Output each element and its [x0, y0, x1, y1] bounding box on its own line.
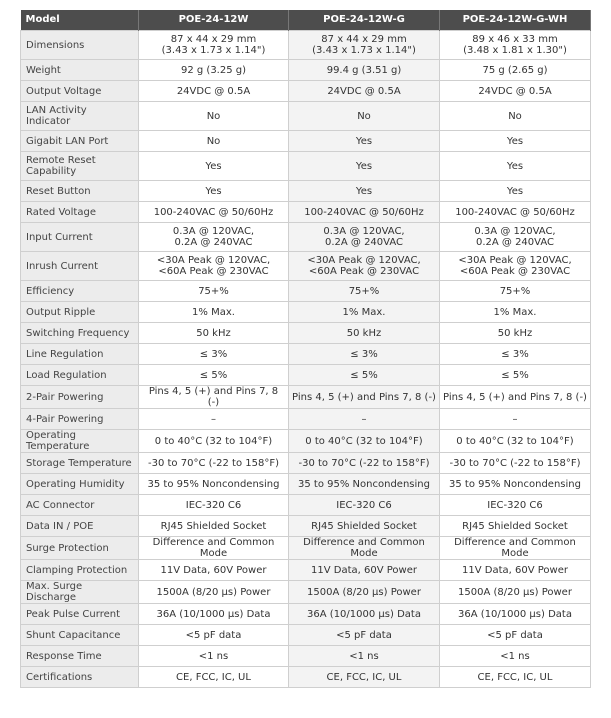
value-cell [139, 252, 289, 281]
value-cell [139, 365, 289, 386]
value-line: – [512, 413, 518, 425]
value-line: Yes [355, 185, 373, 197]
table-row [21, 131, 591, 152]
value-cell [289, 31, 440, 60]
value-cell [289, 223, 440, 252]
table-row [21, 581, 591, 604]
value-cell [440, 625, 591, 646]
value-cell [289, 181, 440, 202]
row-label [21, 302, 139, 323]
value-line: ≤ 3% [199, 348, 228, 360]
value-cell [440, 453, 591, 474]
row-label-line: Shunt Capacitance [26, 629, 121, 641]
value-cell [440, 409, 591, 430]
value-line: 75+% [348, 285, 380, 297]
value-cell [440, 365, 591, 386]
value-cell [139, 344, 289, 365]
table-row [21, 409, 591, 430]
value-line: 0 to 40°C (32 to 104°F) [154, 435, 273, 447]
value-cell [139, 302, 289, 323]
row-label [21, 409, 139, 430]
value-cell [440, 495, 591, 516]
value-line: 11V Data, 60V Power [311, 564, 417, 576]
value-line: <1 ns [500, 650, 530, 662]
value-cell [440, 102, 591, 131]
value-line: Pins 4, 5 (+) and Pins 7, 8 (-) [148, 386, 279, 408]
row-label-line: Line Regulation [26, 348, 104, 360]
value-cell [440, 646, 591, 667]
value-line: 1500A (8/20 µs) Power [156, 586, 271, 598]
row-label [21, 281, 139, 302]
value-line: <30A Peak @ 120VAC, [156, 255, 271, 266]
row-label [21, 560, 139, 581]
value-cell [440, 281, 591, 302]
row-label-line: Input Current [26, 231, 93, 243]
value-cell [139, 386, 289, 409]
table-row [21, 60, 591, 81]
value-cell [440, 223, 591, 252]
header-poe-24-12w-g: POE-24-12W-G [289, 10, 440, 31]
value-line: 11V Data, 60V Power [462, 564, 568, 576]
row-label [21, 604, 139, 625]
row-label [21, 31, 139, 60]
row-label-line: Indicator [26, 116, 71, 127]
value-cell [289, 453, 440, 474]
value-line: 0.3A @ 120VAC, [172, 226, 255, 237]
row-label [21, 152, 139, 181]
row-label-line: Switching Frequency [26, 327, 130, 339]
spec-table [20, 10, 591, 688]
table-row [21, 152, 591, 181]
value-line: Pins 4, 5 (+) and Pins 7, 8 (-) [292, 391, 436, 403]
value-line: 1% Max. [493, 306, 537, 318]
value-line: 75 g (2.65 g) [482, 64, 548, 76]
value-line: 75+% [499, 285, 531, 297]
value-line: 0.2A @ 240VAC [324, 237, 404, 248]
value-line: ≤ 5% [199, 369, 228, 381]
value-line: No [357, 110, 371, 122]
value-line: <30A Peak @ 120VAC, [307, 255, 421, 266]
value-cell [440, 386, 591, 409]
value-cell [289, 102, 440, 131]
value-cell [139, 581, 289, 604]
value-cell [440, 474, 591, 495]
value-cell [289, 625, 440, 646]
value-cell [139, 625, 289, 646]
value-line: No [206, 135, 221, 147]
value-line: 50 kHz [196, 327, 231, 339]
row-label [21, 667, 139, 688]
value-line: 1500A (8/20 µs) Power [458, 586, 572, 598]
table-row [21, 281, 591, 302]
row-label [21, 223, 139, 252]
row-label-line: Capability [26, 166, 77, 177]
value-line: Yes [355, 160, 373, 172]
table-row [21, 474, 591, 495]
value-line: 92 g (3.25 g) [180, 64, 247, 76]
value-cell [440, 152, 591, 181]
value-line: 0.2A @ 240VAC [475, 237, 555, 248]
row-label [21, 430, 139, 453]
table-row [21, 365, 591, 386]
value-cell [139, 202, 289, 223]
value-cell [139, 152, 289, 181]
value-line: 0 to 40°C (32 to 104°F) [305, 435, 423, 447]
value-line: ≤ 5% [501, 369, 529, 381]
row-label [21, 474, 139, 495]
value-cell [440, 667, 591, 688]
row-label-line: Efficiency [26, 285, 75, 297]
value-cell [289, 560, 440, 581]
row-label [21, 453, 139, 474]
value-cell [139, 495, 289, 516]
value-line: 0 to 40°C (32 to 104°F) [456, 435, 574, 447]
value-line: ≤ 5% [350, 369, 378, 381]
value-cell [289, 302, 440, 323]
value-line: Yes [506, 135, 524, 147]
value-cell [289, 474, 440, 495]
row-label [21, 102, 139, 131]
value-cell [440, 516, 591, 537]
row-label [21, 60, 139, 81]
value-line: 35 to 95% Noncondensing [298, 478, 430, 490]
value-line: 36A (10/1000 µs) Data [458, 608, 572, 620]
row-label [21, 344, 139, 365]
value-cell [139, 667, 289, 688]
row-label-line: Surge Protection [26, 542, 109, 554]
table-row [21, 495, 591, 516]
value-line: Yes [506, 160, 524, 172]
table-row [21, 430, 591, 453]
value-cell [289, 604, 440, 625]
row-label-line: Storage Temperature [26, 457, 132, 469]
value-cell [289, 537, 440, 560]
value-line: 36A (10/1000 µs) Data [307, 608, 421, 620]
row-label [21, 202, 139, 223]
value-line: RJ45 Shielded Socket [462, 520, 568, 532]
value-line: (3.48 x 1.81 x 1.30") [463, 45, 567, 56]
row-label-line: Operating Humidity [26, 478, 125, 490]
value-line: 35 to 95% Noncondensing [449, 478, 581, 490]
value-cell [440, 252, 591, 281]
value-line: <60A Peak @ 230VAC [308, 266, 420, 277]
value-line: IEC-320 C6 [185, 499, 242, 511]
value-line: 87 x 44 x 29 mm [170, 34, 257, 45]
value-cell [139, 60, 289, 81]
value-line: 24VDC @ 0.5A [327, 85, 401, 97]
value-cell [440, 131, 591, 152]
value-cell [440, 344, 591, 365]
row-label-line: AC Connector [26, 499, 95, 511]
value-line: <5 pF data [487, 629, 543, 641]
value-line: RJ45 Shielded Socket [160, 520, 267, 532]
row-label-line: Operating Temperature [26, 430, 90, 452]
value-cell [139, 81, 289, 102]
value-line: 100-240VAC @ 50/60Hz [153, 206, 274, 218]
value-cell [139, 646, 289, 667]
row-label [21, 581, 139, 604]
value-line: 35 to 95% Noncondensing [147, 478, 280, 490]
value-line: 0.2A @ 240VAC [174, 237, 253, 248]
value-cell [139, 409, 289, 430]
value-cell [440, 181, 591, 202]
value-cell [289, 516, 440, 537]
value-line: <5 pF data [336, 629, 392, 641]
row-label-line: Max. Surge Discharge [26, 581, 83, 603]
value-line: ≤ 3% [350, 348, 378, 360]
value-line: No [508, 110, 522, 122]
header-model: Model [21, 10, 139, 31]
row-label [21, 386, 139, 409]
value-line: 36A (10/1000 µs) Data [156, 608, 271, 620]
row-label-line: Clamping Protection [26, 564, 128, 576]
row-label-line: Dimensions [26, 39, 85, 51]
table-row [21, 31, 591, 60]
value-line: <60A Peak @ 230VAC [158, 266, 269, 277]
value-cell [289, 344, 440, 365]
header-poe-24-12w-g-wh: POE-24-12W-G-WH [440, 10, 591, 31]
table-row [21, 625, 591, 646]
value-cell [139, 102, 289, 131]
table-row [21, 667, 591, 688]
value-cell [139, 223, 289, 252]
value-cell [289, 252, 440, 281]
table-row [21, 302, 591, 323]
table-row [21, 386, 591, 409]
value-cell [440, 202, 591, 223]
row-label [21, 365, 139, 386]
table-row [21, 181, 591, 202]
row-label-line: Certifications [26, 671, 93, 683]
value-line: 0.3A @ 120VAC, [323, 226, 405, 237]
row-label-line: 2-Pair Powering [26, 391, 104, 403]
value-line: -30 to 70°C (-22 to 158°F) [148, 457, 279, 469]
table-row [21, 344, 591, 365]
row-label [21, 625, 139, 646]
row-label [21, 495, 139, 516]
value-line: CE, FCC, IC, UL [326, 671, 402, 683]
row-label-line: Reset Button [26, 185, 91, 197]
value-cell [139, 453, 289, 474]
value-cell [289, 60, 440, 81]
value-line: IEC-320 C6 [336, 499, 392, 511]
value-line: <60A Peak @ 230VAC [459, 266, 571, 277]
value-cell [440, 560, 591, 581]
table-row [21, 646, 591, 667]
table-row [21, 516, 591, 537]
value-line: 0.3A @ 120VAC, [474, 226, 556, 237]
value-line: 50 kHz [346, 327, 382, 339]
row-label-line: 4-Pair Powering [26, 413, 104, 425]
value-cell [289, 667, 440, 688]
value-line: -30 to 70°C (-22 to 158°F) [449, 457, 581, 469]
row-label-line: Remote Reset [26, 155, 96, 166]
row-label [21, 323, 139, 344]
value-line: 1% Max. [192, 306, 235, 318]
row-label-line: Data IN / POE [26, 520, 94, 532]
value-line: <5 pF data [185, 629, 242, 641]
row-label [21, 537, 139, 560]
value-line: Yes [506, 185, 524, 197]
value-cell [139, 131, 289, 152]
value-line: 1% Max. [342, 306, 386, 318]
value-line: ≤ 3% [501, 348, 529, 360]
value-cell [139, 604, 289, 625]
spec-table-body [21, 31, 591, 688]
table-row [21, 453, 591, 474]
row-label-line: Output Voltage [26, 85, 102, 97]
value-cell [139, 516, 289, 537]
value-cell [139, 560, 289, 581]
value-cell [289, 646, 440, 667]
value-cell [440, 81, 591, 102]
value-line: <30A Peak @ 120VAC, [458, 255, 572, 266]
row-label [21, 252, 139, 281]
table-row [21, 81, 591, 102]
value-line: – [211, 413, 216, 425]
row-label-line: Output Ripple [26, 306, 96, 318]
value-line: 87 x 44 x 29 mm [321, 34, 407, 45]
value-line: No [206, 110, 221, 122]
value-line: CE, FCC, IC, UL [176, 671, 251, 683]
row-label-line: Peak Pulse Current [26, 608, 120, 620]
row-label [21, 131, 139, 152]
table-row [21, 223, 591, 252]
value-cell [289, 365, 440, 386]
value-cell [289, 323, 440, 344]
value-line: <1 ns [349, 650, 379, 662]
value-cell [139, 474, 289, 495]
value-line: 89 x 46 x 33 mm [472, 34, 558, 45]
row-label-line: Weight [26, 64, 61, 76]
value-cell [440, 323, 591, 344]
table-header-row [21, 10, 591, 31]
row-label [21, 516, 139, 537]
value-cell [139, 281, 289, 302]
row-label-line: Response Time [26, 650, 102, 662]
row-label-line: Rated Voltage [26, 206, 96, 218]
value-cell [139, 430, 289, 453]
table-row [21, 202, 591, 223]
table-row [21, 102, 591, 131]
row-label [21, 81, 139, 102]
value-line: 24VDC @ 0.5A [176, 85, 251, 97]
value-cell [139, 537, 289, 560]
table-row [21, 560, 591, 581]
value-line: Yes [205, 160, 222, 172]
value-cell [440, 302, 591, 323]
value-line: CE, FCC, IC, UL [477, 671, 553, 683]
table-row [21, 537, 591, 560]
value-cell [289, 202, 440, 223]
row-label-line: LAN Activity [26, 105, 87, 116]
value-line: RJ45 Shielded Socket [311, 520, 417, 532]
value-cell [289, 495, 440, 516]
value-cell [289, 409, 440, 430]
value-cell [139, 323, 289, 344]
value-line: 99.4 g (3.51 g) [326, 64, 402, 76]
value-line: Pins 4, 5 (+) and Pins 7, 8 (-) [443, 391, 587, 403]
value-cell [289, 81, 440, 102]
row-label-line: Inrush Current [26, 260, 99, 272]
value-cell [139, 181, 289, 202]
value-line: – [361, 413, 367, 425]
row-label-line: Gigabit LAN Port [26, 135, 109, 147]
row-label-line: Load Regulation [26, 369, 107, 381]
row-label [21, 181, 139, 202]
value-line: Difference and Common Mode [303, 537, 425, 559]
value-line: Difference and Common Mode [454, 537, 576, 559]
value-cell [139, 31, 289, 60]
value-cell [440, 430, 591, 453]
value-line: (3.43 x 1.73 x 1.14") [161, 45, 266, 56]
value-line: 75+% [198, 285, 229, 297]
value-cell [440, 31, 591, 60]
value-cell [289, 581, 440, 604]
value-line: 11V Data, 60V Power [160, 564, 267, 576]
value-cell [440, 581, 591, 604]
value-line: (3.43 x 1.73 x 1.14") [312, 45, 416, 56]
value-cell [440, 60, 591, 81]
value-line: Yes [355, 135, 373, 147]
value-line: -30 to 70°C (-22 to 158°F) [298, 457, 430, 469]
value-cell [289, 152, 440, 181]
value-cell [289, 281, 440, 302]
row-label [21, 646, 139, 667]
value-line: Yes [205, 185, 222, 197]
table-row [21, 252, 591, 281]
value-cell [440, 537, 591, 560]
value-line: 100-240VAC @ 50/60Hz [304, 206, 424, 218]
value-line: 24VDC @ 0.5A [478, 85, 552, 97]
value-cell [289, 131, 440, 152]
value-line: 1500A (8/20 µs) Power [307, 586, 421, 598]
value-cell [440, 604, 591, 625]
value-cell [289, 386, 440, 409]
value-line: 100-240VAC @ 50/60Hz [455, 206, 575, 218]
value-cell [289, 430, 440, 453]
value-line: <1 ns [198, 650, 229, 662]
table-row [21, 323, 591, 344]
value-line: Difference and Common Mode [152, 537, 275, 559]
table-row [21, 604, 591, 625]
header-poe-24-12w: POE-24-12W [139, 10, 289, 31]
value-line: IEC-320 C6 [487, 499, 543, 511]
value-line: 50 kHz [497, 327, 533, 339]
